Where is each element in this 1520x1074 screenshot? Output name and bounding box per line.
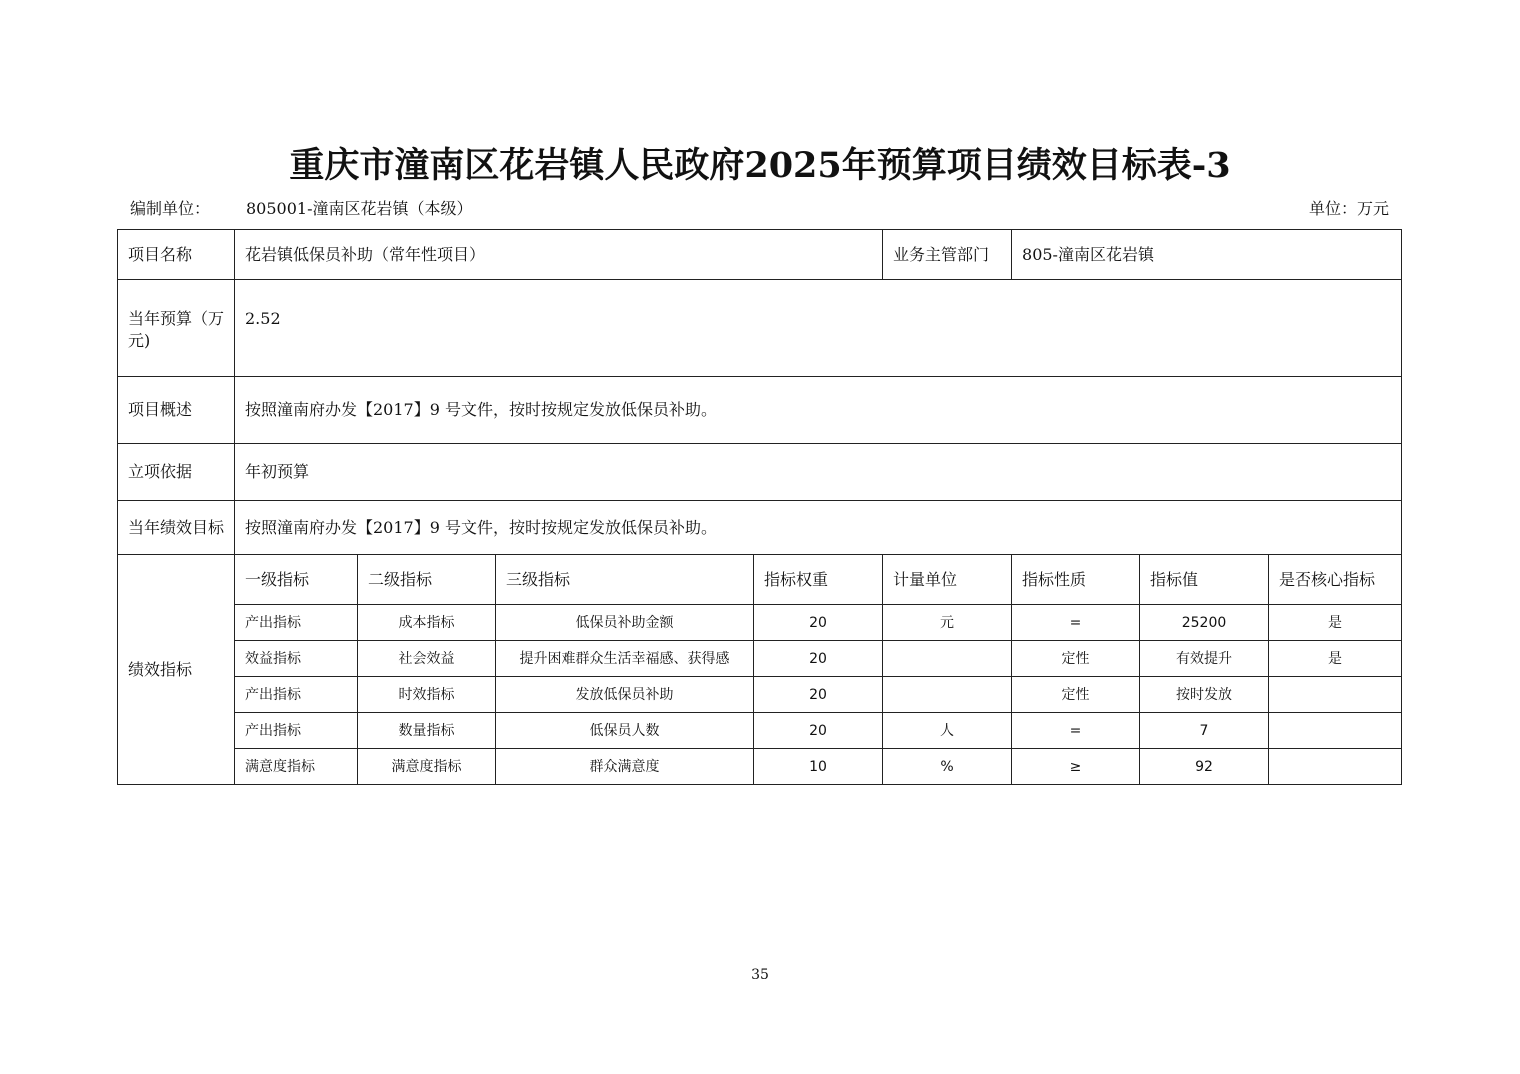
table-cell: 低保员人数 — [496, 713, 754, 749]
table-cell — [883, 677, 1012, 713]
table-cell: 定性 — [1012, 677, 1140, 713]
table-row — [118, 713, 1402, 749]
table-cell: 7 — [1140, 713, 1269, 749]
header-cell: 计量单位 — [883, 555, 1012, 605]
table-cell — [1269, 677, 1402, 713]
table-cell: 社会效益 — [358, 641, 496, 677]
table-cell: 产出指标 — [235, 677, 358, 713]
table-row — [118, 677, 1402, 713]
compiling-unit-label: 编制单位： — [130, 199, 211, 218]
table-cell: 20 — [754, 677, 883, 713]
table-cell: 是 — [1269, 605, 1402, 641]
table-cell: 数量指标 — [358, 713, 496, 749]
header-cell: 指标性质 — [1012, 555, 1140, 605]
header-cell: 二级指标 — [358, 555, 496, 605]
table-cell: 20 — [754, 713, 883, 749]
header-cell: 三级指标 — [496, 555, 754, 605]
table-cell: = — [1012, 605, 1140, 641]
table-cell: 按时发放 — [1140, 677, 1269, 713]
budget-value: 2.52 — [235, 280, 1402, 377]
table-cell: ≥ — [1012, 749, 1140, 785]
table-cell: 发放低保员补助 — [496, 677, 754, 713]
table-cell: 低保员补助金额 — [496, 605, 754, 641]
table-cell: 提升困难群众生活幸福感、获得感 — [496, 641, 754, 677]
table-cell: % — [883, 749, 1012, 785]
table-cell — [1269, 713, 1402, 749]
table-row — [118, 605, 1402, 641]
dept-label: 业务主管部门 — [883, 230, 1012, 280]
overview-value: 按照潼南府办发【2017】9 号文件，按时按规定发放低保员补助。 — [235, 377, 1402, 444]
table-cell — [883, 641, 1012, 677]
table-cell — [1269, 749, 1402, 785]
table-cell: 效益指标 — [235, 641, 358, 677]
performance-table — [117, 229, 1402, 785]
page-number: 35 — [751, 967, 769, 983]
table-cell: 产出指标 — [235, 713, 358, 749]
table-cell: 元 — [883, 605, 1012, 641]
compiling-unit-value: 805001-潼南区花岩镇（本级） — [246, 199, 473, 218]
table-cell: 92 — [1140, 749, 1269, 785]
indicators-label: 绩效指标 — [118, 555, 235, 785]
table-cell: 25200 — [1140, 605, 1269, 641]
header-cell: 指标权重 — [754, 555, 883, 605]
table-row — [118, 749, 1402, 785]
table-cell: 20 — [754, 605, 883, 641]
table-cell: 有效提升 — [1140, 641, 1269, 677]
header-cell: 指标值 — [1140, 555, 1269, 605]
table-cell: 满意度指标 — [235, 749, 358, 785]
header-cell: 是否核心指标 — [1269, 555, 1402, 605]
basis-label: 立项依据 — [118, 444, 235, 501]
table-cell: 时效指标 — [358, 677, 496, 713]
project-name-value: 花岩镇低保员补助（常年性项目） — [235, 230, 883, 280]
table-cell: 人 — [883, 713, 1012, 749]
table-cell: 产出指标 — [235, 605, 358, 641]
goal-value: 按照潼南府办发【2017】9 号文件，按时按规定发放低保员补助。 — [235, 501, 1402, 555]
table-cell: 10 — [754, 749, 883, 785]
table-cell: 满意度指标 — [358, 749, 496, 785]
goal-label: 当年绩效目标 — [118, 501, 235, 555]
overview-label: 项目概述 — [118, 377, 235, 444]
table-cell: 定性 — [1012, 641, 1140, 677]
table-cell: 群众满意度 — [496, 749, 754, 785]
dept-value: 805-潼南区花岩镇 — [1012, 230, 1402, 280]
header-cell: 一级指标 — [235, 555, 358, 605]
table-cell: = — [1012, 713, 1140, 749]
page-title: 重庆市潼南区花岩镇人民政府2025年预算项目绩效目标表-3 — [289, 145, 1231, 186]
table-row — [118, 641, 1402, 677]
table-cell: 20 — [754, 641, 883, 677]
table-cell: 成本指标 — [358, 605, 496, 641]
currency-unit: 单位：万元 — [1308, 199, 1389, 218]
budget-label: 当年预算（万元) — [118, 280, 235, 377]
basis-value: 年初预算 — [235, 444, 1402, 501]
table-cell: 是 — [1269, 641, 1402, 677]
project-name-label: 项目名称 — [118, 230, 235, 280]
